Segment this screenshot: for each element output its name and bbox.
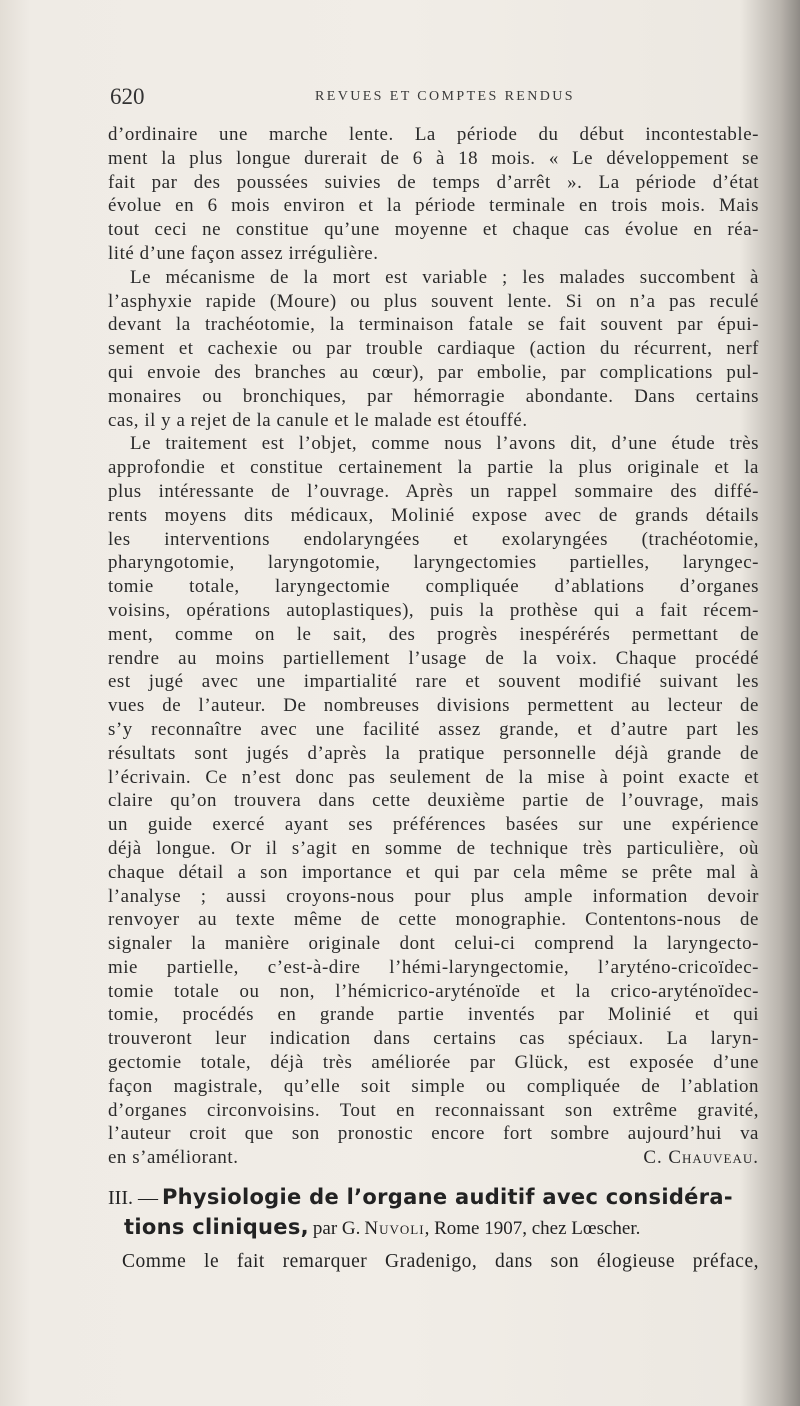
closing-line <box>108 1146 759 1170</box>
body-line: l’écrivain. Ce n’est donc pas seulement de la mise à point exacte et <box>108 766 759 788</box>
publication-info: , Rome 1907, chez Lœscher. <box>424 1218 641 1239</box>
body-line: l’analyse ; aussi croyons-nous pour plus ample information devoir <box>108 885 759 907</box>
section-title: Physiologie de l’organe auditif avec considéra- <box>161 1185 733 1209</box>
body-line: d’ordinaire une marche lente. La période du début incontestable- <box>108 124 759 145</box>
body-line: façon magistrale, qu’elle soit simple ou compliquée de l’ablation <box>108 1075 759 1097</box>
body-line: rendre au moins partiellement l’usage de la voix. Chaque procédé <box>108 647 759 669</box>
body-line: chaque détail a son importance et qui par cela même se prête mal à <box>108 861 759 883</box>
body-line: tomie totale, laryngectomie compliquée d’ablations d’organes <box>108 576 759 598</box>
body-line: les interventions endolaryngées et exolaryngées (trachéotomie, <box>108 528 759 550</box>
body-line: sement et cachexie ou par trouble cardiaque (action du récurrent, nerf <box>108 338 759 360</box>
body-line: ment la plus longue durerait de 6 à 18 mois. « Le développement se <box>108 147 759 169</box>
author-name: Nuvoli <box>364 1218 425 1239</box>
body-line: l’auteur croit que son pronostic encore fort sombre aujourd’hui va <box>108 1123 759 1145</box>
body-line: cas, il y a rejet de la canule et le malade est étouffé. <box>108 409 528 431</box>
body-line: Le mécanisme de la mort est variable ; les malades succombent à <box>130 266 759 288</box>
author-signature: C. Chauveau. <box>643 1147 759 1169</box>
body-line: en s’améliorant. <box>108 1147 239 1169</box>
body-line: est jugé avec une impartialité rare et souvent modifié suivant les <box>108 671 759 693</box>
body-line: Le traitement est l’objet, comme nous l’avons dit, d’une étude très <box>130 433 759 455</box>
body-line: tomie totale ou non, l’hémicrico-aryténoïde et la crico-aryténoïdec- <box>108 980 759 1002</box>
body-line: devant la trachéotomie, la terminaison fatale se fait souvent par épui- <box>108 314 759 336</box>
body-line: déjà longue. Or il s’agit en somme de technique très particulière, où <box>108 837 759 859</box>
body-line: résultats sont jugés d’après la pratique personnelle déjà grande de <box>108 742 759 764</box>
review-body <box>108 123 759 1170</box>
body-line: tomie, procédés en grande partie inventés par Molinié et qui <box>108 1004 759 1026</box>
author-prefix: par G. <box>312 1218 361 1239</box>
body-line: tout ceci ne constitue qu’une moyenne et chaque cas évolue en réa- <box>108 219 759 241</box>
page-number: 620 <box>110 84 145 109</box>
body-line: claire qu’on trouvera dans cette deuxième partie de l’ouvrage, mais <box>108 790 759 812</box>
body-line: voisins, opérations autoplastiques), puis la prothèse qui a fait récem- <box>108 599 759 621</box>
section-heading-line <box>108 1215 759 1245</box>
body-line: lité d’une façon assez irrégulière. <box>108 242 379 264</box>
body-line: un guide exercé ayant ses préférences basées sur une expérience <box>108 814 759 836</box>
body-line: mie partielle, c’est-à-dire l’hémi-laryngectomie, l’aryténo-cricoïdec- <box>108 956 759 978</box>
body-line: approfondie et constitue certainement la partie la plus originale et la <box>108 457 759 479</box>
section-title-continued: tions cliniques, <box>124 1215 309 1239</box>
body-line: Comme le fait remarquer Gradenigo, dans son élogieuse préface, <box>122 1251 759 1272</box>
running-head: REVUES ET COMPTES RENDUS <box>315 89 575 104</box>
section-number: III. — <box>108 1187 158 1209</box>
body-line: plus intéressante de l’ouvrage. Après un rappel sommaire des diffé- <box>108 480 759 502</box>
body-line: monaires ou bronchiques, par hémorragie abondante. Dans certains <box>108 385 759 407</box>
body-line: fait par des poussées suivies de temps d’arrêt ». La période d’état <box>108 171 759 193</box>
body-line: renvoyer au texte même de cette monographie. Contentons-nous de <box>108 909 759 931</box>
body-line: l’asphyxie rapide (Moure) ou plus souvent lente. Si on n’a pas reculé <box>108 290 759 312</box>
section-heading-line <box>108 1185 759 1215</box>
body-line: qui envoie des branches au cœur), par embolie, par complications pul- <box>108 361 759 383</box>
page-header <box>110 84 760 114</box>
body-line: signaler la manière originale dont celui-ci comprend la laryngecto- <box>108 933 759 955</box>
body-line: d’organes circonvoisins. Tout en reconnaissant son extrême gravité, <box>108 1099 759 1121</box>
body-line: rents moyens dits médicaux, Molinié expose avec de grands détails <box>108 504 759 526</box>
body-line: s’y reconnaître avec une facilité assez grande, et d’autre part les <box>108 718 759 740</box>
review-section-iii <box>108 1185 759 1277</box>
body-line: ment, comme on le sait, des progrès inespérérés permettant de <box>108 623 759 645</box>
body-line: vues de l’auteur. De nombreuses divisions permettent au lecteur de <box>108 695 759 717</box>
body-line: gectomie totale, déjà très améliorée par Glück, est exposée d’une <box>108 1052 759 1074</box>
body-line: pharyngotomie, laryngotomie, laryngectomies partielles, laryngec- <box>108 552 759 574</box>
body-line: évolue en 6 mois environ et la période terminale en trois mois. Mais <box>108 195 759 217</box>
body-line: trouveront leur indication dans certains cas spéciaux. La laryn- <box>108 1028 759 1050</box>
